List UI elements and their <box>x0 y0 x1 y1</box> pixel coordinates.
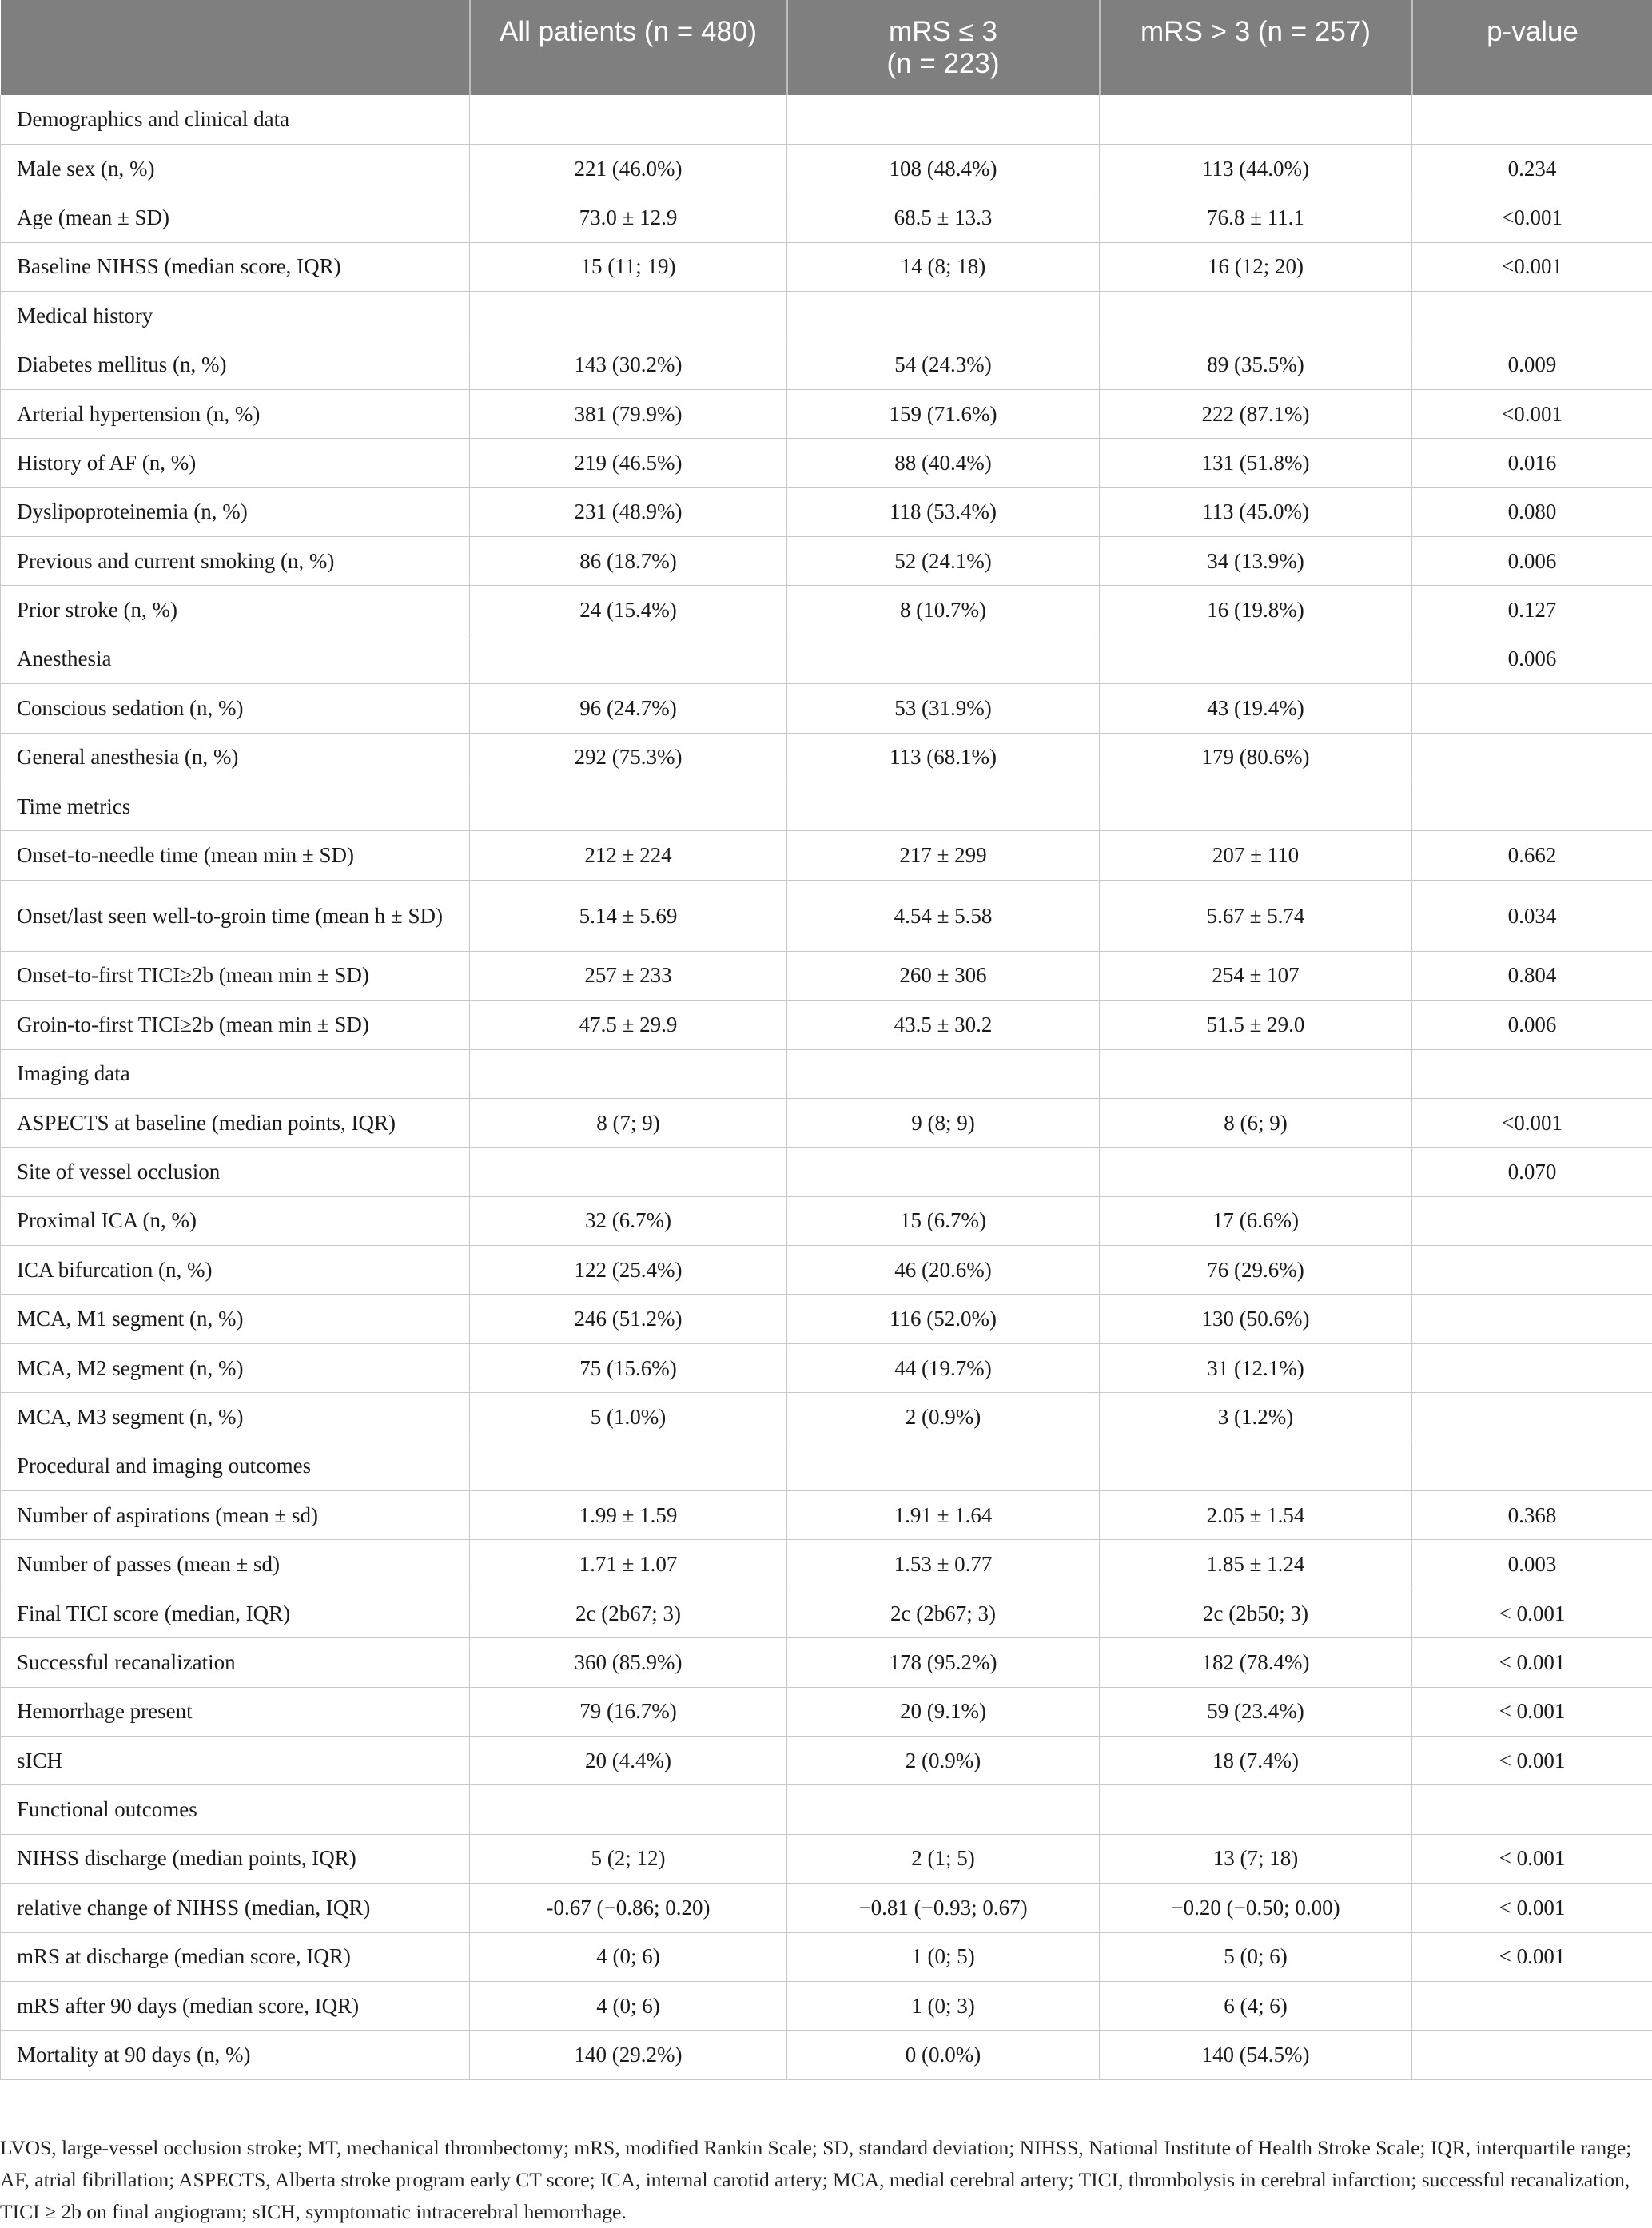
cell-p-value: 0.804 <box>1412 951 1652 1000</box>
cell-mrs-gt3: 16 (12; 20) <box>1100 242 1412 291</box>
cell-mrs-gt3: 113 (45.0%) <box>1100 487 1412 536</box>
cell-all-patients: -0.67 (−0.86; 0.20) <box>470 1884 787 1932</box>
cell-mrs-le3 <box>787 1049 1100 1098</box>
cell-mrs-gt3 <box>1100 1049 1412 1098</box>
cell-all-patients: 1.99 ± 1.59 <box>470 1491 787 1540</box>
cell-p-value <box>1412 733 1652 782</box>
cell-p-value <box>1412 95 1652 144</box>
cell-mrs-le3: −0.81 (−0.93; 0.67) <box>787 1884 1100 1932</box>
row-label: Hemorrhage present <box>1 1687 470 1736</box>
table-row <box>1 1393 1652 1442</box>
cell-p-value: 0.127 <box>1412 586 1652 635</box>
cell-p-value: 0.034 <box>1412 880 1652 951</box>
cell-mrs-gt3: 43 (19.4%) <box>1100 684 1412 733</box>
cell-mrs-gt3 <box>1100 292 1412 340</box>
cell-all-patients: 4 (0; 6) <box>470 1981 787 2030</box>
cell-p-value: 0.003 <box>1412 1540 1652 1589</box>
cell-mrs-gt3: 131 (51.8%) <box>1100 439 1412 487</box>
cell-mrs-gt3: 2.05 ± 1.54 <box>1100 1491 1412 1540</box>
row-label: Prior stroke (n, %) <box>1 586 470 635</box>
table-row <box>1 1049 1652 1098</box>
cell-mrs-le3 <box>787 1442 1100 1490</box>
row-label: Diabetes mellitus (n, %) <box>1 340 470 389</box>
cell-mrs-le3: 0 (0.0%) <box>787 2031 1100 2079</box>
cell-mrs-gt3 <box>1100 1785 1412 1834</box>
cell-p-value: 0.070 <box>1412 1148 1652 1196</box>
row-label: Final TICI score (median, IQR) <box>1 1589 470 1637</box>
cell-all-patients: 122 (25.4%) <box>470 1246 787 1295</box>
cell-p-value <box>1412 684 1652 733</box>
cell-mrs-gt3: 6 (4; 6) <box>1100 1981 1412 2030</box>
cell-all-patients: 246 (51.2%) <box>470 1295 787 1343</box>
cell-all-patients: 24 (15.4%) <box>470 586 787 635</box>
table-row <box>1 1737 1652 1785</box>
table-row <box>1 1589 1652 1637</box>
cell-mrs-le3: 2 (0.9%) <box>787 1737 1100 1785</box>
cell-mrs-le3: 260 ± 306 <box>787 951 1100 1000</box>
cell-mrs-le3: 178 (95.2%) <box>787 1638 1100 1687</box>
table-row <box>1 1246 1652 1295</box>
cell-all-patients: 5 (2; 12) <box>470 1834 787 1883</box>
cell-all-patients: 4 (0; 6) <box>470 1932 787 1981</box>
cell-mrs-le3: 8 (10.7%) <box>787 586 1100 635</box>
cell-mrs-gt3: 182 (78.4%) <box>1100 1638 1412 1687</box>
row-label: Time metrics <box>1 782 470 830</box>
cell-mrs-gt3: 34 (13.9%) <box>1100 537 1412 586</box>
row-label: Demographics and clinical data <box>1 95 470 144</box>
cell-p-value <box>1412 292 1652 340</box>
cell-mrs-gt3: 76.8 ± 11.1 <box>1100 193 1412 242</box>
cell-mrs-le3: 43.5 ± 30.2 <box>787 1001 1100 1049</box>
cell-mrs-le3 <box>787 782 1100 830</box>
cell-mrs-le3: 54 (24.3%) <box>787 340 1100 389</box>
cell-mrs-gt3: 3 (1.2%) <box>1100 1393 1412 1442</box>
cell-p-value: < 0.001 <box>1412 1932 1652 1981</box>
row-label: Baseline NIHSS (median score, IQR) <box>1 242 470 291</box>
cell-mrs-le3: 118 (53.4%) <box>787 487 1100 536</box>
cell-all-patients: 47.5 ± 29.9 <box>470 1001 787 1049</box>
table-row <box>1 1295 1652 1343</box>
cell-mrs-le3: 2c (2b67; 3) <box>787 1589 1100 1637</box>
table-row <box>1 389 1652 438</box>
cell-mrs-le3 <box>787 635 1100 683</box>
cell-mrs-le3: 1.91 ± 1.64 <box>787 1491 1100 1540</box>
table-row <box>1 1442 1652 1490</box>
cell-mrs-gt3 <box>1100 782 1412 830</box>
table-row <box>1 1098 1652 1147</box>
cell-all-patients: 360 (85.9%) <box>470 1638 787 1687</box>
row-label: Mortality at 90 days (n, %) <box>1 2031 470 2079</box>
table-row <box>1 1687 1652 1736</box>
table-row <box>1 537 1652 586</box>
cell-all-patients: 143 (30.2%) <box>470 340 787 389</box>
cell-mrs-gt3: −0.20 (−0.50; 0.00) <box>1100 1884 1412 1932</box>
cell-all-patients: 5 (1.0%) <box>470 1393 787 1442</box>
cell-mrs-gt3: 130 (50.6%) <box>1100 1295 1412 1343</box>
cell-mrs-gt3: 5.67 ± 5.74 <box>1100 880 1412 951</box>
cell-all-patients <box>470 1442 787 1490</box>
cell-all-patients: 96 (24.7%) <box>470 684 787 733</box>
table-row <box>1 193 1652 242</box>
cell-p-value: < 0.001 <box>1412 1737 1652 1785</box>
cell-mrs-gt3: 59 (23.4%) <box>1100 1687 1412 1736</box>
cell-mrs-gt3: 254 ± 107 <box>1100 951 1412 1000</box>
cell-all-patients: 86 (18.7%) <box>470 537 787 586</box>
cell-p-value <box>1412 782 1652 830</box>
cell-mrs-gt3 <box>1100 1148 1412 1196</box>
cell-mrs-le3: 53 (31.9%) <box>787 684 1100 733</box>
cell-p-value: < 0.001 <box>1412 1834 1652 1883</box>
row-label: Imaging data <box>1 1049 470 1098</box>
cell-all-patients <box>470 1148 787 1196</box>
table-row <box>1 242 1652 291</box>
row-label: Arterial hypertension (n, %) <box>1 389 470 438</box>
table-row <box>1 1785 1652 1834</box>
row-label: Age (mean ± SD) <box>1 193 470 242</box>
cell-mrs-le3 <box>787 292 1100 340</box>
cell-p-value: <0.001 <box>1412 389 1652 438</box>
cell-mrs-gt3: 13 (7; 18) <box>1100 1834 1412 1883</box>
cell-all-patients: 257 ± 233 <box>470 951 787 1000</box>
cell-p-value <box>1412 1246 1652 1295</box>
row-label: MCA, M3 segment (n, %) <box>1 1393 470 1442</box>
cell-all-patients <box>470 1049 787 1098</box>
row-label: Medical history <box>1 292 470 340</box>
row-label: Onset/last seen well-to-groin time (mean h ± SD) <box>1 880 470 951</box>
cell-p-value: <0.001 <box>1412 1098 1652 1147</box>
cell-mrs-le3: 15 (6.7%) <box>787 1196 1100 1245</box>
row-label: MCA, M1 segment (n, %) <box>1 1295 470 1343</box>
cell-p-value: 0.006 <box>1412 635 1652 683</box>
cell-p-value: < 0.001 <box>1412 1884 1652 1932</box>
cell-all-patients: 1.71 ± 1.07 <box>470 1540 787 1589</box>
cell-all-patients <box>470 95 787 144</box>
cell-mrs-le3: 116 (52.0%) <box>787 1295 1100 1343</box>
cell-all-patients: 73.0 ± 12.9 <box>470 193 787 242</box>
row-label: Site of vessel occlusion <box>1 1148 470 1196</box>
cell-all-patients: 79 (16.7%) <box>470 1687 787 1736</box>
cell-p-value: < 0.001 <box>1412 1687 1652 1736</box>
cell-all-patients: 8 (7; 9) <box>470 1098 787 1147</box>
cell-mrs-gt3: 2c (2b50; 3) <box>1100 1589 1412 1637</box>
row-label: ICA bifurcation (n, %) <box>1 1246 470 1295</box>
cell-mrs-gt3 <box>1100 1442 1412 1490</box>
row-label: Groin-to-first TICI≥2b (mean min ± SD) <box>1 1001 470 1049</box>
table-row <box>1 1981 1652 2030</box>
cell-mrs-gt3: 51.5 ± 29.0 <box>1100 1001 1412 1049</box>
table-row <box>1 1001 1652 1049</box>
cell-mrs-le3: 9 (8; 9) <box>787 1098 1100 1147</box>
cell-mrs-gt3: 18 (7.4%) <box>1100 1737 1412 1785</box>
cell-mrs-le3: 46 (20.6%) <box>787 1246 1100 1295</box>
cell-mrs-le3: 14 (8; 18) <box>787 242 1100 291</box>
table-row <box>1 782 1652 830</box>
cell-mrs-gt3 <box>1100 635 1412 683</box>
table-row <box>1 1638 1652 1687</box>
cell-p-value: 0.368 <box>1412 1491 1652 1540</box>
row-label: Dyslipoproteinemia (n, %) <box>1 487 470 536</box>
cell-all-patients: 231 (48.9%) <box>470 487 787 536</box>
cell-mrs-le3: 20 (9.1%) <box>787 1687 1100 1736</box>
cell-mrs-le3: 1.53 ± 0.77 <box>787 1540 1100 1589</box>
cell-p-value: 0.006 <box>1412 537 1652 586</box>
table-row <box>1 1932 1652 1981</box>
row-label: Male sex (n, %) <box>1 144 470 193</box>
cell-all-patients: 212 ± 224 <box>470 831 787 880</box>
cell-all-patients: 381 (79.9%) <box>470 389 787 438</box>
cell-mrs-le3: 159 (71.6%) <box>787 389 1100 438</box>
row-label: Proximal ICA (n, %) <box>1 1196 470 1245</box>
cell-all-patients: 20 (4.4%) <box>470 1737 787 1785</box>
table-row <box>1 2031 1652 2079</box>
row-label: Anesthesia <box>1 635 470 683</box>
cell-p-value: 0.234 <box>1412 144 1652 193</box>
table-row <box>1 1491 1652 1540</box>
table-row <box>1 1148 1652 1196</box>
cell-p-value <box>1412 1785 1652 1834</box>
table-row <box>1 586 1652 635</box>
row-label: MCA, M2 segment (n, %) <box>1 1343 470 1392</box>
cell-p-value <box>1412 2031 1652 2079</box>
table-row <box>1 684 1652 733</box>
table-row <box>1 340 1652 389</box>
row-label: NIHSS discharge (median points, IQR) <box>1 1834 470 1883</box>
table-row <box>1 144 1652 193</box>
cell-mrs-le3: 44 (19.7%) <box>787 1343 1100 1392</box>
cell-mrs-le3: 88 (40.4%) <box>787 439 1100 487</box>
header-blank <box>1 0 470 95</box>
table-row <box>1 635 1652 683</box>
row-label: Functional outcomes <box>1 1785 470 1834</box>
cell-mrs-gt3: 17 (6.6%) <box>1100 1196 1412 1245</box>
cell-mrs-le3: 2 (1; 5) <box>787 1834 1100 1883</box>
cell-all-patients: 5.14 ± 5.69 <box>470 880 787 951</box>
cell-mrs-le3: 52 (24.1%) <box>787 537 1100 586</box>
cell-mrs-gt3: 31 (12.1%) <box>1100 1343 1412 1392</box>
cell-mrs-gt3: 222 (87.1%) <box>1100 389 1412 438</box>
cell-all-patients: 32 (6.7%) <box>470 1196 787 1245</box>
cell-all-patients <box>470 292 787 340</box>
row-label: Successful recanalization <box>1 1638 470 1687</box>
cell-p-value <box>1412 1393 1652 1442</box>
row-label: Previous and current smoking (n, %) <box>1 537 470 586</box>
cell-mrs-gt3: 113 (44.0%) <box>1100 144 1412 193</box>
table-row <box>1 951 1652 1000</box>
header-all-patients: All patients (n = 480) <box>470 0 787 95</box>
cell-mrs-le3 <box>787 1785 1100 1834</box>
row-label: ASPECTS at baseline (median points, IQR) <box>1 1098 470 1147</box>
cell-mrs-le3: 113 (68.1%) <box>787 733 1100 782</box>
cell-p-value: 0.662 <box>1412 831 1652 880</box>
cell-all-patients: 221 (46.0%) <box>470 144 787 193</box>
cell-all-patients: 15 (11; 19) <box>470 242 787 291</box>
cell-mrs-gt3: 179 (80.6%) <box>1100 733 1412 782</box>
cell-p-value <box>1412 1442 1652 1490</box>
cell-p-value: 0.006 <box>1412 1001 1652 1049</box>
cell-p-value: <0.001 <box>1412 193 1652 242</box>
row-label: mRS after 90 days (median score, IQR) <box>1 1981 470 2030</box>
table-row <box>1 733 1652 782</box>
header-mrs-le3 <box>787 0 1100 95</box>
header-mrs-le3-line2: (n = 223) <box>794 48 1093 80</box>
row-label: Procedural and imaging outcomes <box>1 1442 470 1490</box>
table-row <box>1 487 1652 536</box>
table-header-row <box>1 0 1652 95</box>
cell-p-value <box>1412 1343 1652 1392</box>
cell-mrs-gt3: 16 (19.8%) <box>1100 586 1412 635</box>
cell-all-patients: 75 (15.6%) <box>470 1343 787 1392</box>
cell-all-patients <box>470 1785 787 1834</box>
cell-all-patients: 292 (75.3%) <box>470 733 787 782</box>
cell-mrs-gt3: 207 ± 110 <box>1100 831 1412 880</box>
header-mrs-le3-line1: mRS ≤ 3 <box>794 16 1093 48</box>
cell-mrs-le3 <box>787 1148 1100 1196</box>
row-label: Onset-to-needle time (mean min ± SD) <box>1 831 470 880</box>
cell-mrs-gt3: 76 (29.6%) <box>1100 1246 1412 1295</box>
row-label: sICH <box>1 1737 470 1785</box>
table-row <box>1 880 1652 951</box>
cell-p-value <box>1412 1049 1652 1098</box>
cell-p-value: 0.009 <box>1412 340 1652 389</box>
cell-mrs-le3: 1 (0; 3) <box>787 1981 1100 2030</box>
row-label: Conscious sedation (n, %) <box>1 684 470 733</box>
table-row <box>1 1196 1652 1245</box>
table-row <box>1 1540 1652 1589</box>
cell-mrs-le3: 1 (0; 5) <box>787 1932 1100 1981</box>
cell-all-patients: 219 (46.5%) <box>470 439 787 487</box>
cell-p-value <box>1412 1196 1652 1245</box>
table-row <box>1 831 1652 880</box>
table-row <box>1 292 1652 340</box>
cell-p-value: 0.080 <box>1412 487 1652 536</box>
table-row <box>1 1884 1652 1932</box>
row-label: Onset-to-first TICI≥2b (mean min ± SD) <box>1 951 470 1000</box>
header-p-value: p-value <box>1412 0 1652 95</box>
cell-mrs-gt3 <box>1100 95 1412 144</box>
table-row <box>1 95 1652 144</box>
cell-mrs-le3: 68.5 ± 13.3 <box>787 193 1100 242</box>
row-label: Number of passes (mean ± sd) <box>1 1540 470 1589</box>
cell-mrs-gt3: 140 (54.5%) <box>1100 2031 1412 2079</box>
cell-p-value <box>1412 1981 1652 2030</box>
cell-all-patients: 140 (29.2%) <box>470 2031 787 2079</box>
cell-mrs-gt3: 89 (35.5%) <box>1100 340 1412 389</box>
cell-p-value: 0.016 <box>1412 439 1652 487</box>
header-mrs-gt3: mRS > 3 (n = 257) <box>1100 0 1412 95</box>
table-row <box>1 1834 1652 1883</box>
cell-mrs-gt3: 8 (6; 9) <box>1100 1098 1412 1147</box>
cell-mrs-le3: 4.54 ± 5.58 <box>787 880 1100 951</box>
cell-mrs-le3: 2 (0.9%) <box>787 1393 1100 1442</box>
cell-mrs-le3: 108 (48.4%) <box>787 144 1100 193</box>
cell-p-value: <0.001 <box>1412 242 1652 291</box>
row-label: mRS at discharge (median score, IQR) <box>1 1932 470 1981</box>
cell-mrs-gt3: 1.85 ± 1.24 <box>1100 1540 1412 1589</box>
cell-p-value: < 0.001 <box>1412 1589 1652 1637</box>
table-footnote: LVOS, large-vessel occlusion stroke; MT, mechanical thrombectomy; mRS, modified Rankin Scale; SD, standard deviation; NIHSS, National Institute of Health Stroke Scale; IQR, interquartile range; AF, atrial fibrillation; ASPECTS, Alberta stroke program early CT score; ICA, internal carotid artery; MCA, medial cerebral artery; TICI, thrombolysis in cerebral infarction; successful recanalization, TICI ≥ 2b on final angiogram; sICH, symptomatic intracerebral hemorrhage. <box>0 2132 1652 2228</box>
row-label: Number of aspirations (mean ± sd) <box>1 1491 470 1540</box>
row-label: History of AF (n, %) <box>1 439 470 487</box>
table-row <box>1 439 1652 487</box>
cell-p-value: < 0.001 <box>1412 1638 1652 1687</box>
cell-all-patients <box>470 782 787 830</box>
cell-mrs-gt3: 5 (0; 6) <box>1100 1932 1412 1981</box>
cell-mrs-le3: 217 ± 299 <box>787 831 1100 880</box>
cell-all-patients: 2c (2b67; 3) <box>470 1589 787 1637</box>
table-row <box>1 1343 1652 1392</box>
cell-all-patients <box>470 635 787 683</box>
cell-mrs-le3 <box>787 95 1100 144</box>
cell-p-value <box>1412 1295 1652 1343</box>
row-label: General anesthesia (n, %) <box>1 733 470 782</box>
row-label: relative change of NIHSS (median, IQR) <box>1 1884 470 1932</box>
